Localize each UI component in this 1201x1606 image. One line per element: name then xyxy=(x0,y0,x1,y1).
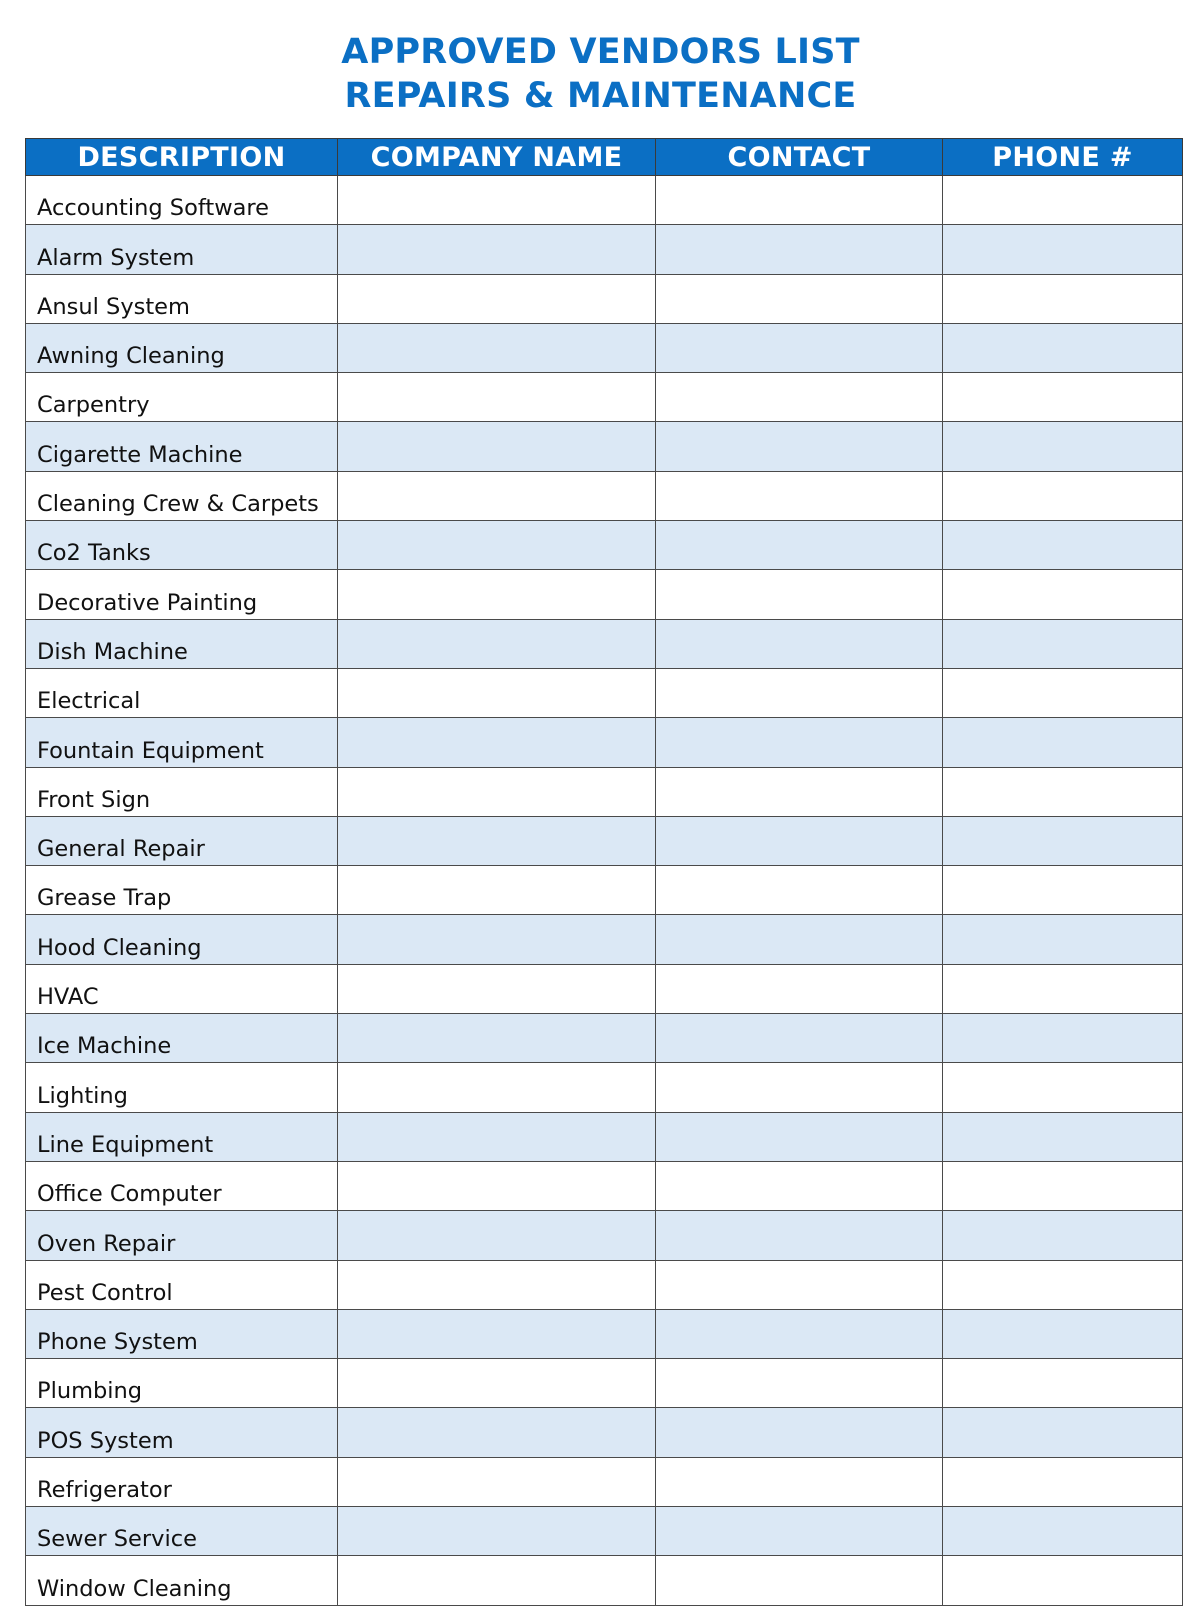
contact-cell[interactable] xyxy=(656,1457,943,1506)
phone-cell[interactable] xyxy=(943,668,1183,717)
description-cell: Office Computer xyxy=(26,1161,338,1210)
company-name-cell[interactable] xyxy=(338,570,656,619)
company-name-cell[interactable] xyxy=(338,915,656,964)
contact-cell[interactable] xyxy=(656,964,943,1013)
contact-cell[interactable] xyxy=(656,767,943,816)
company-name-cell[interactable] xyxy=(338,964,656,1013)
phone-cell[interactable] xyxy=(943,915,1183,964)
company-name-cell[interactable] xyxy=(338,866,656,915)
company-name-cell[interactable] xyxy=(338,422,656,471)
phone-cell[interactable] xyxy=(943,1556,1183,1605)
page-title: APPROVED VENDORS LIST xyxy=(341,32,860,72)
table-row xyxy=(26,471,1183,520)
description-cell: Alarm System xyxy=(26,225,338,274)
table-row xyxy=(26,1161,1183,1210)
company-name-cell[interactable] xyxy=(338,323,656,372)
column-header-phone: PHONE # xyxy=(943,139,1183,176)
phone-cell[interactable] xyxy=(943,323,1183,372)
phone-cell[interactable] xyxy=(943,866,1183,915)
company-name-cell[interactable] xyxy=(338,521,656,570)
table-row xyxy=(26,619,1183,668)
phone-cell[interactable] xyxy=(943,521,1183,570)
phone-cell[interactable] xyxy=(943,1359,1183,1408)
table-row xyxy=(26,964,1183,1013)
phone-cell[interactable] xyxy=(943,1161,1183,1210)
company-name-cell[interactable] xyxy=(338,373,656,422)
table-row xyxy=(26,1112,1183,1161)
contact-cell[interactable] xyxy=(656,1408,943,1457)
contact-cell[interactable] xyxy=(656,1309,943,1358)
company-name-cell[interactable] xyxy=(338,1063,656,1112)
phone-cell[interactable] xyxy=(943,176,1183,225)
phone-cell[interactable] xyxy=(943,570,1183,619)
contact-cell[interactable] xyxy=(656,570,943,619)
phone-cell[interactable] xyxy=(943,816,1183,865)
table-row xyxy=(26,668,1183,717)
contact-cell[interactable] xyxy=(656,668,943,717)
description-cell: General Repair xyxy=(26,816,338,865)
company-name-cell[interactable] xyxy=(338,1112,656,1161)
company-name-cell[interactable] xyxy=(338,471,656,520)
description-cell: Cleaning Crew & Carpets xyxy=(26,471,338,520)
contact-cell[interactable] xyxy=(656,373,943,422)
description-cell: Accounting Software xyxy=(26,176,338,225)
phone-cell[interactable] xyxy=(943,1309,1183,1358)
contact-cell[interactable] xyxy=(656,1161,943,1210)
table-row xyxy=(26,1359,1183,1408)
company-name-cell[interactable] xyxy=(338,718,656,767)
phone-cell[interactable] xyxy=(943,964,1183,1013)
column-header-description: DESCRIPTION xyxy=(26,139,338,176)
description-cell: Ice Machine xyxy=(26,1014,338,1063)
table-header-row xyxy=(26,139,1183,176)
company-name-cell[interactable] xyxy=(338,767,656,816)
description-cell: Refrigerator xyxy=(26,1457,338,1506)
company-name-cell[interactable] xyxy=(338,176,656,225)
contact-cell[interactable] xyxy=(656,176,943,225)
company-name-cell[interactable] xyxy=(338,816,656,865)
table-row xyxy=(26,767,1183,816)
company-name-cell[interactable] xyxy=(338,1359,656,1408)
phone-cell[interactable] xyxy=(943,1507,1183,1556)
phone-cell[interactable] xyxy=(943,422,1183,471)
table-row xyxy=(26,521,1183,570)
table-row xyxy=(26,1260,1183,1309)
contact-cell[interactable] xyxy=(656,225,943,274)
description-cell: HVAC xyxy=(26,964,338,1013)
company-name-cell[interactable] xyxy=(338,619,656,668)
contact-cell[interactable] xyxy=(656,1556,943,1605)
company-name-cell[interactable] xyxy=(338,274,656,323)
contact-cell[interactable] xyxy=(656,1507,943,1556)
description-cell: POS System xyxy=(26,1408,338,1457)
table-row xyxy=(26,1309,1183,1358)
table-row xyxy=(26,866,1183,915)
description-cell: Ansul System xyxy=(26,274,338,323)
company-name-cell[interactable] xyxy=(338,1457,656,1506)
table-row xyxy=(26,274,1183,323)
company-name-cell[interactable] xyxy=(338,1309,656,1358)
contact-cell[interactable] xyxy=(656,1014,943,1063)
contact-cell[interactable] xyxy=(656,1359,943,1408)
table-row xyxy=(26,718,1183,767)
phone-cell[interactable] xyxy=(943,1063,1183,1112)
table-row xyxy=(26,373,1183,422)
phone-cell[interactable] xyxy=(943,373,1183,422)
company-name-cell[interactable] xyxy=(338,668,656,717)
contact-cell[interactable] xyxy=(656,718,943,767)
phone-cell[interactable] xyxy=(943,1260,1183,1309)
column-header-company-name: COMPANY NAME xyxy=(338,139,656,176)
table-row xyxy=(26,1408,1183,1457)
page-subtitle: REPAIRS & MAINTENANCE xyxy=(344,76,857,116)
company-name-cell[interactable] xyxy=(338,1507,656,1556)
description-cell: Grease Trap xyxy=(26,866,338,915)
phone-cell[interactable] xyxy=(943,1211,1183,1260)
phone-cell[interactable] xyxy=(943,1457,1183,1506)
company-name-cell[interactable] xyxy=(338,1161,656,1210)
phone-cell[interactable] xyxy=(943,718,1183,767)
table-row xyxy=(26,570,1183,619)
description-cell: Electrical xyxy=(26,668,338,717)
contact-cell[interactable] xyxy=(656,816,943,865)
contact-cell[interactable] xyxy=(656,619,943,668)
description-cell: Co2 Tanks xyxy=(26,521,338,570)
table-row xyxy=(26,915,1183,964)
vendors-table xyxy=(25,138,1183,1606)
company-name-cell[interactable] xyxy=(338,1260,656,1309)
phone-cell[interactable] xyxy=(943,471,1183,520)
description-cell: Phone System xyxy=(26,1309,338,1358)
contact-cell[interactable] xyxy=(656,1260,943,1309)
company-name-cell[interactable] xyxy=(338,1014,656,1063)
contact-cell[interactable] xyxy=(656,323,943,372)
phone-cell[interactable] xyxy=(943,1408,1183,1457)
contact-cell[interactable] xyxy=(656,471,943,520)
table-row xyxy=(26,323,1183,372)
description-cell: Line Equipment xyxy=(26,1112,338,1161)
company-name-cell[interactable] xyxy=(338,225,656,274)
table-row xyxy=(26,816,1183,865)
description-cell: Decorative Painting xyxy=(26,570,338,619)
description-cell: Fountain Equipment xyxy=(26,718,338,767)
table-row xyxy=(26,225,1183,274)
description-cell: Carpentry xyxy=(26,373,338,422)
description-cell: Awning Cleaning xyxy=(26,323,338,372)
description-cell: Lighting xyxy=(26,1063,338,1112)
description-cell: Sewer Service xyxy=(26,1507,338,1556)
description-cell: Oven Repair xyxy=(26,1211,338,1260)
table-body xyxy=(26,176,1183,1606)
contact-cell[interactable] xyxy=(656,1211,943,1260)
phone-cell[interactable] xyxy=(943,767,1183,816)
contact-cell[interactable] xyxy=(656,274,943,323)
table-row xyxy=(26,1556,1183,1605)
description-cell: Dish Machine xyxy=(26,619,338,668)
phone-cell[interactable] xyxy=(943,619,1183,668)
phone-cell[interactable] xyxy=(943,274,1183,323)
description-cell: Cigarette Machine xyxy=(26,422,338,471)
table-row xyxy=(26,1211,1183,1260)
contact-cell[interactable] xyxy=(656,915,943,964)
phone-cell[interactable] xyxy=(943,225,1183,274)
company-name-cell[interactable] xyxy=(338,1556,656,1605)
contact-cell[interactable] xyxy=(656,866,943,915)
table-row xyxy=(26,1014,1183,1063)
description-cell: Hood Cleaning xyxy=(26,915,338,964)
phone-cell[interactable] xyxy=(943,1112,1183,1161)
table-row xyxy=(26,422,1183,471)
description-cell: Window Cleaning xyxy=(26,1556,338,1605)
description-cell: Front Sign xyxy=(26,767,338,816)
column-header-contact: CONTACT xyxy=(656,139,943,176)
table-row xyxy=(26,1507,1183,1556)
contact-cell[interactable] xyxy=(656,521,943,570)
contact-cell[interactable] xyxy=(656,422,943,471)
table-row xyxy=(26,176,1183,225)
description-cell: Plumbing xyxy=(26,1359,338,1408)
company-name-cell[interactable] xyxy=(338,1211,656,1260)
company-name-cell[interactable] xyxy=(338,1408,656,1457)
phone-cell[interactable] xyxy=(943,1014,1183,1063)
description-cell: Pest Control xyxy=(26,1260,338,1309)
contact-cell[interactable] xyxy=(656,1112,943,1161)
table-row xyxy=(26,1063,1183,1112)
contact-cell[interactable] xyxy=(656,1063,943,1112)
table-row xyxy=(26,1457,1183,1506)
